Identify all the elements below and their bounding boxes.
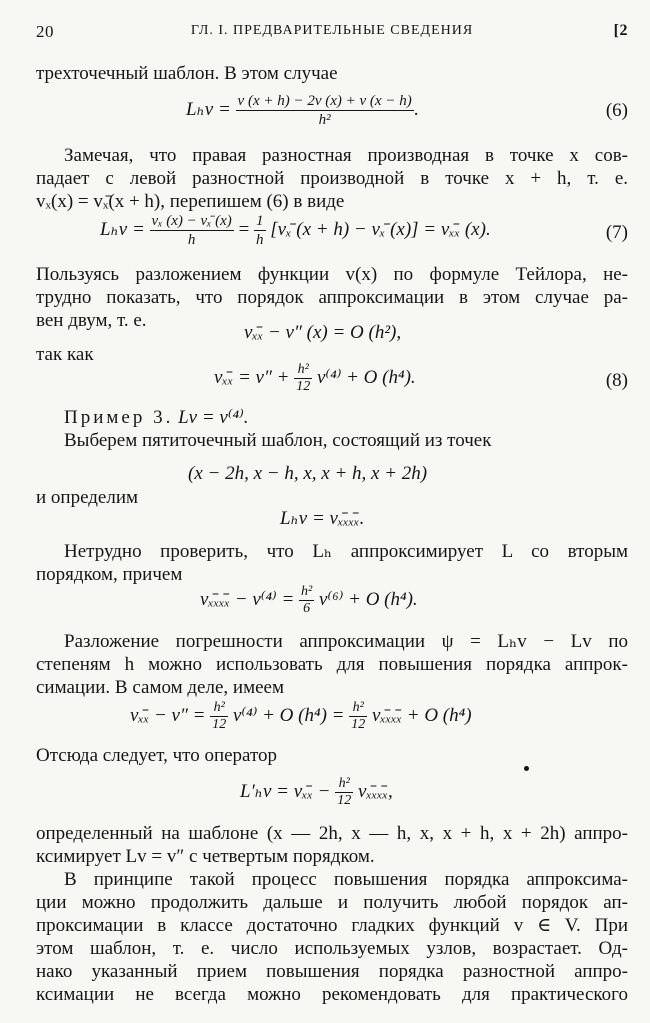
- exp-numerator-1: h²: [210, 700, 228, 717]
- text-line: трудно показать, что порядок аппроксимации в этом случае ра-: [36, 287, 628, 308]
- section-number: [2: [613, 22, 628, 39]
- err4-numerator: h²: [301, 584, 313, 599]
- text-line: этом шаблон, т. е. число используемых узлов, возрастает. Од-: [36, 938, 628, 959]
- eq6-denominator: h²: [318, 112, 331, 128]
- example-heading: [64, 406, 628, 430]
- equation-7: [100, 212, 491, 249]
- exp-fraction-1: [210, 700, 228, 733]
- text-line: В принципе такой процесс повышения порядка аппроксима-: [64, 869, 628, 890]
- page-header: [36, 22, 628, 46]
- text-line: ксимации не всегда можно рекомендовать для практического: [36, 984, 628, 1005]
- text-line: Разложение погрешности аппроксимации ψ = Lₕv − Lv по: [64, 631, 628, 652]
- eq7-lhs: Lₕv =: [100, 218, 145, 240]
- text-line: ции можно продолжить дальше и получить любой порядок ап-: [36, 892, 628, 913]
- eq8-fraction: [294, 362, 312, 395]
- text-line: vₓ(x) = vₓ̄(x + h), перепишем (6) в виде: [36, 191, 345, 212]
- error-order-4: [200, 584, 418, 617]
- eq8-lhs: vₓ̄ₓ = v″ +: [214, 366, 290, 388]
- eq6-numerator: v (x + h) − 2v (x) + v (x − h): [237, 93, 412, 109]
- eq8-numerator: h²: [294, 362, 312, 379]
- text-line: вен двум, т. е.: [36, 310, 147, 331]
- eq6-lhs: Lₕv =: [186, 98, 231, 120]
- error-expansion: [130, 700, 472, 733]
- example-label: Пример 3.: [64, 407, 174, 428]
- eq7-denominator-2: h: [256, 232, 264, 248]
- text-line: Пользуясь разложением функции v(x) по формуле Тейлора, не-: [36, 264, 628, 285]
- equation-8: [214, 362, 416, 395]
- eq7-denominator-1: h: [187, 232, 196, 248]
- eq7-rest: [vₓ̄ (x + h) − vₓ̄ (x)] = vₓ̄ₓ (x).: [270, 218, 491, 240]
- stencil-points: (x − 2h, x − h, x, x + h, x + 2h): [188, 463, 428, 484]
- exp-denominator-2: 12: [351, 717, 366, 732]
- text-line: падает с левой разностной производной в точке x + h, т. е.: [36, 168, 628, 189]
- eq8-rest: v⁽⁴⁾ + O (h⁴).: [316, 366, 416, 388]
- eq7-equals: =: [238, 218, 250, 240]
- err4-fraction: [299, 584, 314, 617]
- example-equation: Lv = v⁽⁴⁾.: [178, 407, 249, 428]
- op-numerator: h²: [335, 776, 353, 793]
- text-line: нако указанный прием повышения порядка разностной аппро-: [36, 961, 628, 982]
- err4-lhs: vₓ̄ₓₓ̄ₓ − v⁽⁴⁾ =: [200, 588, 295, 610]
- text-line: Выберем пятиточечный шаблон, состоящий из точек: [64, 430, 492, 451]
- operator-definition: Lₕv = vₓ̄ₓₓ̄ₓ.: [280, 508, 365, 529]
- eq6-fraction: [236, 92, 414, 129]
- page-number: 20: [36, 22, 54, 41]
- text-line: Замечая, что правая разностная производная в точке x сов-: [64, 145, 628, 166]
- eq7-fraction-1: [150, 212, 234, 249]
- text-line: трехточечный шаблон. В этом случае: [36, 63, 338, 84]
- error-order-2: vₓ̄ₓ − v″ (x) = O (h²),: [244, 322, 402, 343]
- err4-rest: v⁽⁶⁾ + O (h⁴).: [319, 588, 418, 610]
- running-title: ГЛ. I. ПРЕДВАРИТЕЛЬНЫЕ СВЕДЕНИЯ: [190, 23, 474, 38]
- exp-fraction-2: [349, 700, 367, 733]
- exp-numerator-2: h²: [349, 700, 367, 717]
- op-lhs: L′ₕv = vₓ̄ₓ −: [240, 780, 331, 802]
- exp-lhs: vₓ̄ₓ − v″ =: [130, 704, 206, 726]
- text-line: симации. В самом деле, имеем: [36, 677, 284, 698]
- eq7-fraction-2: [254, 212, 266, 249]
- text-line: так как: [36, 344, 94, 365]
- equation-number-7: (7): [605, 222, 628, 243]
- exp-denominator-1: 12: [212, 717, 227, 732]
- op-denominator: 12: [337, 793, 352, 808]
- text-line: порядком, причем: [36, 564, 183, 585]
- err4-denominator: 6: [303, 601, 311, 616]
- exp-middle: v⁽⁴⁾ + O (h⁴) =: [232, 704, 345, 726]
- equation-number-8: (8): [605, 370, 628, 391]
- corrected-operator: [240, 776, 393, 809]
- ink-dot: [524, 766, 529, 771]
- eq8-denominator: 12: [296, 379, 311, 394]
- text-line: степеням h можно использовать для повышения порядка аппрок-: [36, 654, 628, 675]
- equation-6: Lₕv = $\frac{v (x + h) - 2v (x) + v (x - h)}{\text{h²}}$ .: [186, 93, 419, 128]
- op-rest: vₓ̄ₓₓ̄ₓ,: [358, 780, 393, 802]
- text-line: ксимирует Lv = v″ с четвертым порядком.: [36, 846, 375, 867]
- equation-number-6: (6): [605, 100, 628, 121]
- text-line: проксимации в классе достаточно гладких функций v ∈ V. При: [36, 915, 628, 936]
- text-line: Нетрудно проверить, что Lₕ аппроксимирует L со вторым: [64, 541, 628, 562]
- exp-rest: vₓ̄ₓₓ̄ₓ + O (h⁴): [371, 704, 472, 726]
- text-line: определенный на шаблоне (x — 2h, x — h, x, x + h, x + 2h) аппро-: [36, 823, 628, 844]
- eq7-numerator-2: 1: [256, 213, 264, 229]
- eq7-numerator-1: vₓ (x) − vₓ̄ (x): [151, 213, 232, 229]
- text-line: Отсюда следует, что оператор: [36, 745, 278, 766]
- text-line: и определим: [36, 487, 139, 508]
- op-fraction: [335, 776, 353, 809]
